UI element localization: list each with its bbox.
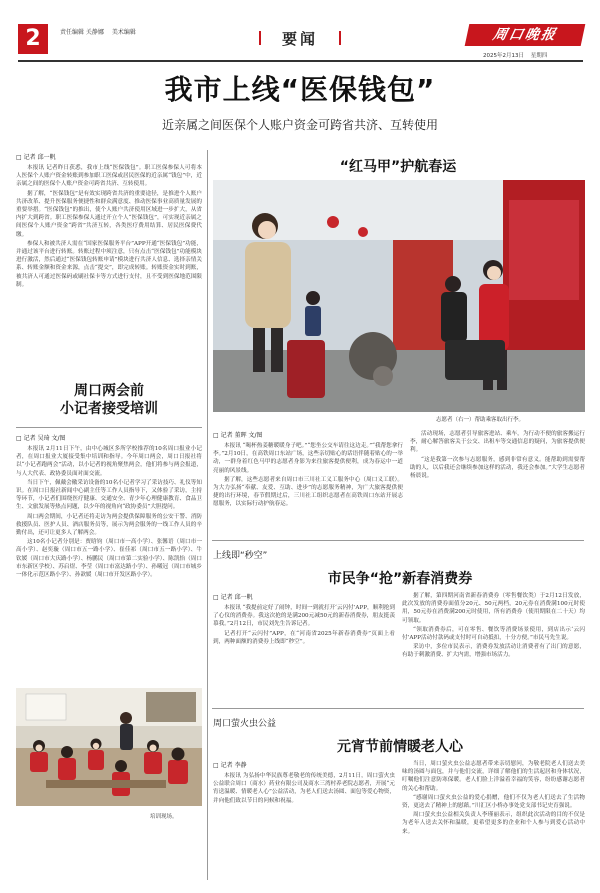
newspaper-logo: 周口晚报 (465, 24, 586, 46)
coupon-paragraph: 记者打开“云闪付”APP，在“河南省2025年新春消费券”页面上看到，两种面额的消费券上线即“秒空”。 (213, 630, 395, 645)
lead-headline: 我市上线“医保钱包” (164, 73, 436, 106)
volunteer-paragraph: 据了解，这些志愿者来自周口市三川社工义工服务中心（周口义工联）。为大力弘扬“奉献、友爱、互助、进步”的志愿服务精神，为广大旅客提供便捷的出行环境，春节假期过后，三川社工组织志愿者在高铁周口东站开展志愿服务，以实际行动护航春运。 (213, 476, 403, 508)
lantern-byline: □ 记者 李静 (213, 760, 395, 769)
training-headline-line1: 周口两会前 (74, 383, 144, 399)
training-photo (16, 688, 202, 806)
coupon-paragraph: “领取消费券后，可在零售、餐饮等消费场景使用，到店出示‘云闪付’APP活动付款码或支付时可自动抵扣，十分方便。”市民马先生说。 (402, 626, 585, 642)
volunteer-byline: □ 记者 董晖 文/图 (213, 430, 403, 439)
coupon-byline: □ 记者 邱一帆 (213, 592, 395, 601)
divider (212, 708, 584, 709)
coupon-paragraph: 据了解，第四期河南省新春消费券（零售餐饮类）于2月12日发放，此次发放的消费券面值分20元、50元两档，20元券在消费满100元时使用，50元券在消费满200元时使用，所有消费券（使用期限在二十天）均可领取。 (402, 593, 585, 624)
lead-byline: □ 记者 邱一帆 (16, 152, 202, 161)
issue-date (478, 51, 547, 59)
lantern-paragraph: “感谢周口萤火虫公益的爱心捐赠，他们不仅为老人们送去了生活物资，更送去了精神上的慰藉。”川汇区小桥办事处党支部书记史育强说。 (402, 794, 585, 810)
training-paragraph: 这10名小记者分别是：贾晗钧（周口市一高小学）、张馨语（周口市一高小学）、赵奕璇（周口市五一路小学）、崔佳祁（周口市五一路小学）、牛钦媛（周口市大庆路小学）、杨鹏民（周口市第二实验小学）、陈凯怡（周口市东新区学校）、苏启煜、李莹（周口市富达路小学）、孙曦冠（周口市城乡一体化示范区路小学）、孙歆媛（周口市开发区路小学）。 (16, 539, 202, 579)
station-illustration (213, 180, 585, 412)
lantern-body-b (402, 760, 585, 836)
divider (212, 540, 584, 541)
weekday: 星期四 (530, 53, 548, 59)
classroom-illustration (16, 688, 202, 806)
masthead-rule (18, 60, 583, 62)
volunteer-body-b (410, 430, 585, 480)
art-editor: 美术编辑 (111, 29, 136, 36)
training-paragraph: 本报讯 2月11日下午，由中心城区多所学校推荐的10名周口报业小记者，在周口报业大厦接受集中培训和指导。今年周口两会，周口日报社将以“小记者跑两会”活动，以小记者的视角聚焦两会，他们将参与两会报道，与人大代表、政协委员面对面交流。 (16, 446, 202, 477)
volunteer-caption: 志愿者（右一）帮助乘客取出行李。 (436, 417, 525, 423)
lantern-kicker: 周口萤火虫公益 (213, 719, 277, 729)
training-paragraph: 周口两会期间，小记者还将走访为两会提供保障服务的公安干警、消防救援队员、医护人员、酒店服务员等，展示为两会服务的一线工作人员的辛勤付出，还可让更多人了解两会。 (16, 513, 202, 537)
coupon-body-b (402, 592, 585, 660)
lantern-story-col-b (402, 760, 585, 837)
training-paragraph: 当日下午，佩戴会徽采访设备的10名小记者学习了采访技巧、礼仪等知识。在周口日报社新闻中心副主任等工作人员指导下，又体验了采访，主持等环节，小记者们围绕医疗健康、交通安全、青少年心理健康教育、食品卫生、文旅发展等热点问题，以少年的视角向“政协委员”大胆提问。 (16, 479, 202, 511)
volunteer-body-a (213, 442, 403, 509)
lead-paragraph: 本报讯 记者昨日获悉，我市上线“医保钱包”。职工医保参保人可将本人医保个人账户资金转账到参加职工医保或居民医保的近亲属“钱包”中，近亲属之间的医保个人账户资金可跨省共济、互转使用。 (16, 165, 202, 188)
lantern-paragraph: 周口萤火虫公益相关负责人李瑾丽表示，组织此次活动的目的不仅是为老年人送去关怀和温暖，更希望更多的企业和个人参与到爱心活动中来。 (402, 812, 585, 835)
lead-body (16, 164, 202, 289)
training-body (16, 445, 202, 579)
coupon-story-col-b (402, 592, 585, 661)
lantern-body-a (213, 772, 395, 805)
masthead (0, 0, 600, 60)
coupon-paragraph: 本报讯 “我提前定好了闹钟，时间一到就打开‘云闪付’APP，顺利抢到了心仪的消费券。我这次抢的是满200元减50元的新春消费券，朋友挺羡慕我。”2月12日，市民刘先生告诉记者。 (213, 605, 395, 628)
volunteer-story-col-a (213, 430, 403, 510)
coupon-kicker: 上线即“秒空” (213, 551, 268, 561)
editor-credits (60, 27, 142, 36)
volunteer-paragraph: 活动现场，志愿者引导旅客进站、乘车，为行动不便的旅客搬运行李，耐心解答旅客关于公交、出租车等交通信息的疑问，为旅客提供便利。 (410, 431, 585, 454)
page-number: 2 (18, 24, 48, 54)
training-headline-line2: 小记者接受培训 (60, 401, 158, 417)
volunteer-paragraph: 本报讯 “喝杯热姜糖暖暖身子吧。”“您坐公交车请往这边走。”“我帮您拿行李。”2月10日，在高铁周口东站广场，这些亲切贴心的话语伴随着贴心的一举动，一群身着红色马甲的志愿者身影为来往旅客提供便利，成为春运中一道亮丽的风景线。 (213, 443, 403, 474)
lead-paragraph: 参保人和被共济人需在“国家医保服务平台”APP开通“医保钱包”功能，并通过该平台进行转账。转账过程中须注意，只有点击“医保钱包”功能模块进行激活，然后通过“医保钱包转账申请”模块进行共济人信息、选择亲情关系、转账金额和资金来源，点击“提交”，即完成转账。转账资金实时到账，被共济人可通过医保码或刷社保卡等方式进行支付，且不受到医保地范围限制。 (16, 240, 202, 288)
lantern-paragraph: 当日，周口萤火虫公益志愿者带来亲切慰问，为敬老院老人们送去美味的汤圆与面包，并与他们交流，详细了解他们的生活起居和身体状况，叮嘱他们注意防寒保暖。老人们脸上洋溢着幸福的笑容，纷纷感谢志愿者的关心和帮助。 (402, 761, 585, 792)
training-byline: □ 记者 吴琦 文/图 (16, 433, 202, 442)
lantern-headline: 元宵节前情暖老人心 (337, 739, 463, 755)
column-divider (207, 150, 208, 880)
lantern-paragraph: 本报讯 为弘扬中华民族尊老敬老的传统美德，2月11日，周口萤火虫公益联合周口（商水）药业有限公司及商水三湾村养老院志愿者，开展“元宵送温暖、情暖老人心”公益活动，为老人们送去汤圆、面包等爱心物资，并向他们致以节日的问候和祝福。 (213, 773, 395, 804)
section-title: 要闻 (255, 28, 345, 49)
lead-paragraph: 据了解，“医保钱包”是有效实现跨省共济的重要途径，是推进个人账户共济改革、提升医保服务便捷性和群众满意度、推动医保事业高质量发展的重要举措。“医保钱包”的推出，使个人账户共济使用区域进一步扩大，从省内扩大到跨省。职工医保参保人通过开立个人“医保钱包”，可实现近亲属之间医保个人账户资金“跨省”共济互转，各类医疗费用结算、居民医保费代缴。 (16, 190, 202, 238)
coupon-headline: 市民争“抢”新春消费券 (327, 571, 473, 587)
volunteer-story-col-b (410, 430, 585, 481)
training-caption: 培训现场。 (150, 814, 178, 820)
coupon-paragraph: 采访中，多位市民表示，消费券发放活动让消费者有了出门的意愿，有助于刺激消费、扩大内需，增强市场活力。 (402, 644, 585, 659)
coupon-story-col-a (213, 592, 395, 647)
date: 2025年2月13日 (483, 53, 524, 59)
volunteer-paragraph: “这是我第一次参与志愿服务，感到非常有意义。能帮助到需要帮助的人，以后我还会继续参加这样的活动，我还会参加。”大学生志愿者杨晨说。 (410, 456, 585, 480)
coupon-body-a (213, 604, 395, 646)
divider (16, 427, 202, 428)
volunteer-photo (213, 180, 585, 412)
lead-subhead: 近亲属之间医保个人账户资金可跨省共济、互转使用 (161, 118, 438, 132)
volunteer-headline: “红马甲”护航春运 (339, 159, 457, 175)
training-headline (16, 382, 202, 418)
lantern-story-col-a (213, 760, 395, 806)
training-story (16, 433, 202, 580)
lead-story (16, 152, 202, 290)
chief-editor: 责任编辑 关静娜 (60, 29, 104, 36)
